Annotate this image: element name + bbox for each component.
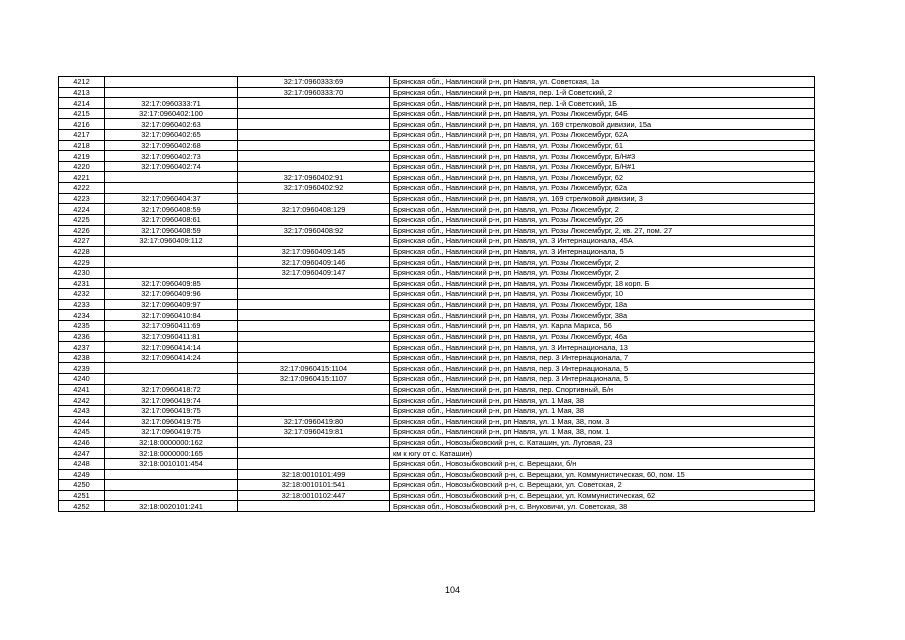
- address-cell: Брянская обл., Навлинский р-н, рп Навля, ул. Советская, 1а: [390, 77, 815, 88]
- address-cell: Брянская обл., Навлинский р-н, рп Навля, ул. Розы Люксембург, 2, кв. 27, пом. 27: [390, 225, 815, 236]
- address-cell: Брянская обл., Навлинский р-н, рп Навля, ул. Розы Люксембург, 10: [390, 289, 815, 300]
- table-row: [59, 374, 815, 385]
- address-cell: Брянская обл., Новозыбковский р-н, с. Каташин, ул. Луговая, 23: [390, 437, 815, 448]
- related-cadastral-number-cell: 32:17:0960419:81: [238, 427, 390, 438]
- cadastral-number-cell: 32:18:0010101:454: [105, 458, 238, 469]
- related-cadastral-number-cell: [238, 384, 390, 395]
- table-row: [59, 236, 815, 247]
- row-number: 4230: [59, 267, 105, 278]
- row-number: 4243: [59, 405, 105, 416]
- related-cadastral-number-cell: [238, 437, 390, 448]
- row-number: 4242: [59, 395, 105, 406]
- related-cadastral-number-cell: [238, 108, 390, 119]
- related-cadastral-number-cell: 32:18:0010101:541: [238, 480, 390, 491]
- address-cell: Брянская обл., Навлинский р-н, рп Навля, ул. 1 Мая, 38: [390, 395, 815, 406]
- related-cadastral-number-cell: [238, 331, 390, 342]
- related-cadastral-number-cell: 32:17:0960409:146: [238, 257, 390, 268]
- address-cell: Брянская обл., Навлинский р-н, рп Навля, ул. Розы Люксембург, 62: [390, 172, 815, 183]
- address-cell: Брянская обл., Навлинский р-н, рп Навля, ул. Розы Люксембург, 62А: [390, 130, 815, 141]
- row-number: 4216: [59, 119, 105, 130]
- related-cadastral-number-cell: 32:17:0960333:69: [238, 77, 390, 88]
- row-number: 4252: [59, 501, 105, 512]
- related-cadastral-number-cell: [238, 236, 390, 247]
- row-number: 4232: [59, 289, 105, 300]
- table-row: [59, 204, 815, 215]
- address-cell: Брянская обл., Навлинский р-н, рп Навля, ул. 169 стрелковой дивизии, 15а: [390, 119, 815, 130]
- cadastral-number-cell: [105, 246, 238, 257]
- related-cadastral-number-cell: 32:17:0960409:147: [238, 267, 390, 278]
- table-row: [59, 427, 815, 438]
- table-row: [59, 331, 815, 342]
- related-cadastral-number-cell: [238, 321, 390, 332]
- related-cadastral-number-cell: 32:17:0960415:1107: [238, 374, 390, 385]
- table-row: [59, 257, 815, 268]
- cadastral-number-cell: 32:17:0960419:75: [105, 416, 238, 427]
- cadastral-number-cell: 32:17:0960419:75: [105, 427, 238, 438]
- row-number: 4233: [59, 299, 105, 310]
- table-row: [59, 299, 815, 310]
- row-number: 4223: [59, 193, 105, 204]
- related-cadastral-number-cell: 32:17:0960402:91: [238, 172, 390, 183]
- cadastral-number-cell: 32:17:0960414:14: [105, 342, 238, 353]
- row-number: 4227: [59, 236, 105, 247]
- table-row: [59, 161, 815, 172]
- row-number: 4222: [59, 183, 105, 194]
- cadastral-number-cell: 32:17:0960418:72: [105, 384, 238, 395]
- cadastral-number-cell: 32:17:0960333:71: [105, 98, 238, 109]
- row-number: 4224: [59, 204, 105, 215]
- table-row: [59, 214, 815, 225]
- table-row: [59, 108, 815, 119]
- address-cell: Брянская обл., Навлинский р-н, рп Навля, ул. Розы Люксембург, 62а: [390, 183, 815, 194]
- related-cadastral-number-cell: [238, 151, 390, 162]
- related-cadastral-number-cell: [238, 448, 390, 459]
- address-cell: Брянская обл., Навлинский р-н, рп Навля, ул. Розы Люксембург, 61: [390, 140, 815, 151]
- cadastral-number-cell: [105, 480, 238, 491]
- related-cadastral-number-cell: 32:18:0010101:499: [238, 469, 390, 480]
- address-cell: Брянская обл., Навлинский р-н, рп Навля, пер. 3 Интернационала, 5: [390, 374, 815, 385]
- cadastral-number-cell: 32:17:0960409:112: [105, 236, 238, 247]
- table-body: [59, 77, 815, 512]
- cadastral-number-cell: [105, 183, 238, 194]
- address-cell: Брянская обл., Навлинский р-н, рп Навля, ул. Розы Люксембург, 2: [390, 257, 815, 268]
- row-number: 4220: [59, 161, 105, 172]
- table-row: [59, 395, 815, 406]
- row-number: 4248: [59, 458, 105, 469]
- row-number: 4228: [59, 246, 105, 257]
- table-row: [59, 225, 815, 236]
- related-cadastral-number-cell: [238, 395, 390, 406]
- row-number: 4238: [59, 352, 105, 363]
- address-cell: Брянская обл., Новозыбковский р-н, с. Верещаки, б/н: [390, 458, 815, 469]
- row-number: 4212: [59, 77, 105, 88]
- row-number: 4226: [59, 225, 105, 236]
- row-number: 4229: [59, 257, 105, 268]
- table-row: [59, 130, 815, 141]
- row-number: 4221: [59, 172, 105, 183]
- row-number: 4219: [59, 151, 105, 162]
- cadastral-number-cell: [105, 374, 238, 385]
- address-cell: Брянская обл., Навлинский р-н, рп Навля, пер. 3 Интернационала, 5: [390, 363, 815, 374]
- related-cadastral-number-cell: [238, 130, 390, 141]
- cadastral-number-cell: 32:17:0960409:96: [105, 289, 238, 300]
- cadastral-number-cell: 32:18:0000000:165: [105, 448, 238, 459]
- cadastral-number-cell: 32:17:0960402:73: [105, 151, 238, 162]
- table-row: [59, 501, 815, 512]
- table-row: [59, 321, 815, 332]
- table-row: [59, 437, 815, 448]
- cadastral-number-cell: 32:17:0960409:85: [105, 278, 238, 289]
- address-cell: Брянская обл., Навлинский р-н, рп Навля, ул. Розы Люксембург, Б/Н#1: [390, 161, 815, 172]
- address-cell: Брянская обл., Навлинский р-н, рп Навля, ул. 3 Интернационала, 5: [390, 246, 815, 257]
- cadastral-number-cell: 32:18:0020101:241: [105, 501, 238, 512]
- table-row: [59, 480, 815, 491]
- table-row: [59, 490, 815, 501]
- related-cadastral-number-cell: 32:17:0960408:92: [238, 225, 390, 236]
- cadastral-number-cell: [105, 469, 238, 480]
- row-number: 4234: [59, 310, 105, 321]
- row-number: 4241: [59, 384, 105, 395]
- row-number: 4245: [59, 427, 105, 438]
- row-number: 4237: [59, 342, 105, 353]
- address-cell: Брянская обл., Навлинский р-н, рп Навля, пер. 1-й Советский, 2: [390, 87, 815, 98]
- related-cadastral-number-cell: [238, 458, 390, 469]
- cadastral-number-cell: 32:17:0960404:37: [105, 193, 238, 204]
- table-row: [59, 98, 815, 109]
- table-row: [59, 119, 815, 130]
- cadastral-number-cell: [105, 363, 238, 374]
- related-cadastral-number-cell: 32:17:0960419:80: [238, 416, 390, 427]
- page-number: 104: [444, 585, 461, 595]
- cadastral-number-cell: 32:17:0960408:59: [105, 204, 238, 215]
- related-cadastral-number-cell: [238, 342, 390, 353]
- related-cadastral-number-cell: 32:17:0960402:92: [238, 183, 390, 194]
- cadastral-number-cell: 32:17:0960408:59: [105, 225, 238, 236]
- address-cell: Брянская обл., Навлинский р-н, рп Навля, ул. Розы Люксембург, 64Б: [390, 108, 815, 119]
- row-number: 4236: [59, 331, 105, 342]
- address-cell: Брянская обл., Навлинский р-н, рп Навля, пер. 3 Интернационала, 7: [390, 352, 815, 363]
- address-cell: Брянская обл., Новозыбковский р-н, с. Верещаки, ул. Советская, 2: [390, 480, 815, 491]
- table-row: [59, 363, 815, 374]
- row-number: 4249: [59, 469, 105, 480]
- cadastral-number-cell: [105, 87, 238, 98]
- row-number: 4217: [59, 130, 105, 141]
- cadastral-number-cell: 32:17:0960402:100: [105, 108, 238, 119]
- table-row: [59, 267, 815, 278]
- cadastral-number-cell: 32:17:0960409:97: [105, 299, 238, 310]
- row-number: 4250: [59, 480, 105, 491]
- table-row: [59, 87, 815, 98]
- row-number: 4213: [59, 87, 105, 98]
- related-cadastral-number-cell: [238, 140, 390, 151]
- address-cell: Брянская обл., Навлинский р-н, рп Навля, ул. Розы Люксембург, 18а: [390, 299, 815, 310]
- address-cell: Брянская обл., Навлинский р-н, рп Навля, ул. Розы Люксембург, 38а: [390, 310, 815, 321]
- cadastral-table: [58, 76, 815, 512]
- address-cell: Брянская обл., Навлинский р-н, рп Навля, ул. Розы Люксембург, 2: [390, 204, 815, 215]
- table-row: [59, 448, 815, 459]
- table-row: [59, 352, 815, 363]
- row-number: 4235: [59, 321, 105, 332]
- cadastral-number-cell: 32:17:0960402:65: [105, 130, 238, 141]
- table-row: [59, 289, 815, 300]
- table-row: [59, 458, 815, 469]
- row-number: 4244: [59, 416, 105, 427]
- address-cell: Брянская обл., Навлинский р-н, рп Навля, ул. Карла Маркса, 56: [390, 321, 815, 332]
- table-row: [59, 278, 815, 289]
- table-row: [59, 416, 815, 427]
- related-cadastral-number-cell: 32:17:0960409:145: [238, 246, 390, 257]
- related-cadastral-number-cell: [238, 161, 390, 172]
- row-number: 4231: [59, 278, 105, 289]
- address-cell: Брянская обл., Новозыбковский р-н, с. Верещаки, ул. Коммунистическая, 60, пом. 15: [390, 469, 815, 480]
- related-cadastral-number-cell: [238, 278, 390, 289]
- cadastral-number-cell: 32:18:0000000:162: [105, 437, 238, 448]
- cadastral-number-cell: [105, 257, 238, 268]
- related-cadastral-number-cell: 32:17:0960415:1104: [238, 363, 390, 374]
- table-row: [59, 140, 815, 151]
- address-cell: Брянская обл., Навлинский р-н, рп Навля, ул. 1 Мая, 38: [390, 405, 815, 416]
- cadastral-number-cell: 32:17:0960411:69: [105, 321, 238, 332]
- address-cell: км к югу от с. Каташин): [390, 448, 815, 459]
- row-number: 4214: [59, 98, 105, 109]
- cadastral-number-cell: 32:17:0960419:74: [105, 395, 238, 406]
- table-row: [59, 193, 815, 204]
- table-row: [59, 469, 815, 480]
- table-row: [59, 151, 815, 162]
- address-cell: Брянская обл., Навлинский р-н, рп Навля, пер. Спортивный, Б/н: [390, 384, 815, 395]
- table-row: [59, 77, 815, 88]
- related-cadastral-number-cell: 32:17:0960333:70: [238, 87, 390, 98]
- address-cell: Брянская обл., Навлинский р-н, рп Навля, ул. Розы Люксембург, Б/Н#3: [390, 151, 815, 162]
- row-number: 4225: [59, 214, 105, 225]
- address-cell: Брянская обл., Навлинский р-н, рп Навля, ул. 1 Мая, 38, пом. 1: [390, 427, 815, 438]
- related-cadastral-number-cell: [238, 310, 390, 321]
- row-number: 4215: [59, 108, 105, 119]
- related-cadastral-number-cell: [238, 405, 390, 416]
- address-cell: Брянская обл., Навлинский р-н, рп Навля, ул. Розы Люксембург, 2: [390, 267, 815, 278]
- related-cadastral-number-cell: [238, 289, 390, 300]
- table-row: [59, 183, 815, 194]
- cadastral-number-cell: 32:17:0960411:81: [105, 331, 238, 342]
- address-cell: Брянская обл., Навлинский р-н, рп Навля, ул. 169 стрелковой дивизии, 3: [390, 193, 815, 204]
- row-number: 4239: [59, 363, 105, 374]
- row-number: 4240: [59, 374, 105, 385]
- related-cadastral-number-cell: [238, 501, 390, 512]
- cadastral-number-cell: [105, 172, 238, 183]
- table-row: [59, 172, 815, 183]
- address-cell: Брянская обл., Навлинский р-н, рп Навля, ул. 3 Интернационала, 13: [390, 342, 815, 353]
- cadastral-number-cell: [105, 267, 238, 278]
- related-cadastral-number-cell: [238, 352, 390, 363]
- address-cell: Брянская обл., Навлинский р-н, рп Навля, ул. 1 Мая, 38, пом. 3: [390, 416, 815, 427]
- cadastral-number-cell: 32:17:0960402:74: [105, 161, 238, 172]
- address-cell: Брянская обл., Навлинский р-н, рп Навля, ул. Розы Люксембург, 18 корп. Б: [390, 278, 815, 289]
- row-number: 4251: [59, 490, 105, 501]
- related-cadastral-number-cell: [238, 119, 390, 130]
- cadastral-number-cell: 32:17:0960414:24: [105, 352, 238, 363]
- address-cell: Брянская обл., Навлинский р-н, рп Навля, ул. Розы Люксембург, 46а: [390, 331, 815, 342]
- cadastral-number-cell: [105, 490, 238, 501]
- row-number: 4218: [59, 140, 105, 151]
- cadastral-number-cell: 32:17:0960410:84: [105, 310, 238, 321]
- related-cadastral-number-cell: 32:17:0960408:129: [238, 204, 390, 215]
- related-cadastral-number-cell: [238, 193, 390, 204]
- address-cell: Брянская обл., Навлинский р-н, рп Навля, пер. 1-й Советский, 1Б: [390, 98, 815, 109]
- cadastral-number-cell: 32:17:0960402:68: [105, 140, 238, 151]
- row-number: 4247: [59, 448, 105, 459]
- related-cadastral-number-cell: [238, 299, 390, 310]
- address-cell: Брянская обл., Навлинский р-н, рп Навля, ул. Розы Люксембург, 26: [390, 214, 815, 225]
- table-row: [59, 246, 815, 257]
- cadastral-number-cell: 32:17:0960408:61: [105, 214, 238, 225]
- row-number: 4246: [59, 437, 105, 448]
- cadastral-number-cell: 32:17:0960402:63: [105, 119, 238, 130]
- related-cadastral-number-cell: [238, 214, 390, 225]
- related-cadastral-number-cell: [238, 98, 390, 109]
- address-cell: Брянская обл., Новозыбковский р-н, с. Верещаки, ул. Коммунистическая, 62: [390, 490, 815, 501]
- table-row: [59, 384, 815, 395]
- address-cell: Брянская обл., Новозыбковский р-н, с. Внуковичи, ул. Советская, 38: [390, 501, 815, 512]
- related-cadastral-number-cell: 32:18:0010102:447: [238, 490, 390, 501]
- table-row: [59, 310, 815, 321]
- cadastral-number-cell: [105, 77, 238, 88]
- cadastral-number-cell: 32:17:0960419:75: [105, 405, 238, 416]
- table-row: [59, 405, 815, 416]
- address-cell: Брянская обл., Навлинский р-н, рп Навля, ул. 3 Интернационала, 45А: [390, 236, 815, 247]
- table-row: [59, 342, 815, 353]
